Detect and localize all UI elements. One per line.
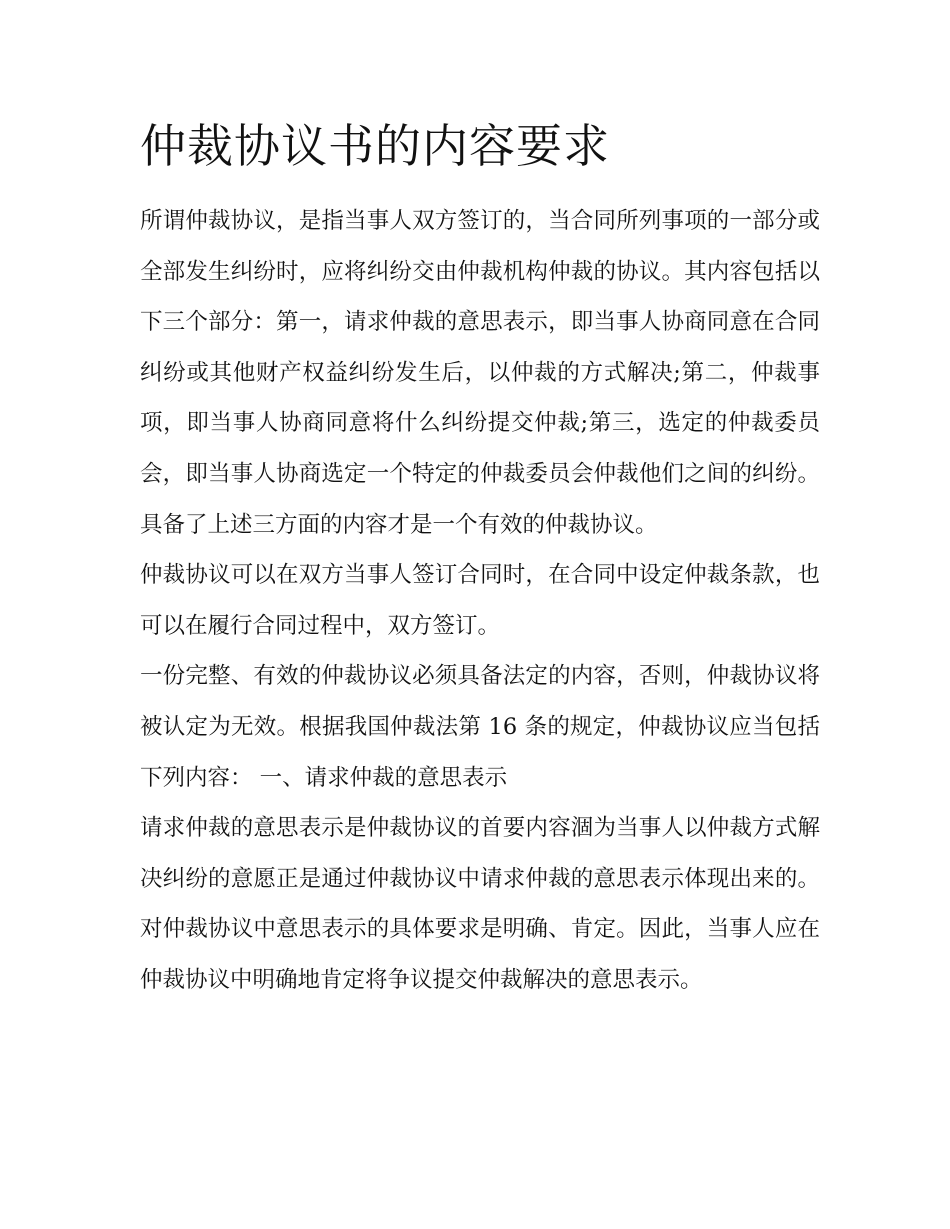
paragraph-definition: 所谓仲裁协议，是指当事人双方签订的，当合同所列事项的一部分或全部发生纠纷时，应将纠纷交由仲裁机构仲裁的协议。其内容包括以下三个部分：第一，请求仲裁的意思表示，即当事人协商同意在合同纠纷或其他财产权益纠纷发生后，以仲裁的方式解决;第二，仲裁事项，即当事人协商同意将什么纠纷提交仲裁;第三，选定的仲裁委员会，即当事人协商选定一个特定的仲裁委员会仲裁他们之间的纠纷。具备了上述三方面的内容才是一个有效的仲裁协议。 <box>140 208 820 538</box>
paragraph-intent-expression: 请求仲裁的意思表示是仲裁协议的首要内容涸为当事人以仲裁方式解决纠纷的意愿正是通过仲裁协议中请求仲裁的意思表示体现出来的。对仲裁协议中意思表示的具体要求是明确、肯定。因此，当事人应在仲裁协议中明确地肯定将争议提交仲裁解决的意思表示。 <box>140 815 820 993</box>
paragraph-legal-content: 一份完整、有效的仲裁协议必须具备法定的内容，否则，仲裁协议将被认定为无效。根据我国仲裁法第 16 条的规定，仲裁协议应当包括下列内容： 一、请求仲裁的意思表示 <box>140 663 820 791</box>
paragraph-signing-time: 仲裁协议可以在双方当事人签订合同时，在合同中设定仲裁条款，也可以在履行合同过程中，双方签订。 <box>140 562 820 639</box>
page-title: 仲裁协议书的内容要求 <box>140 119 610 173</box>
document-body <box>140 112 820 1006</box>
